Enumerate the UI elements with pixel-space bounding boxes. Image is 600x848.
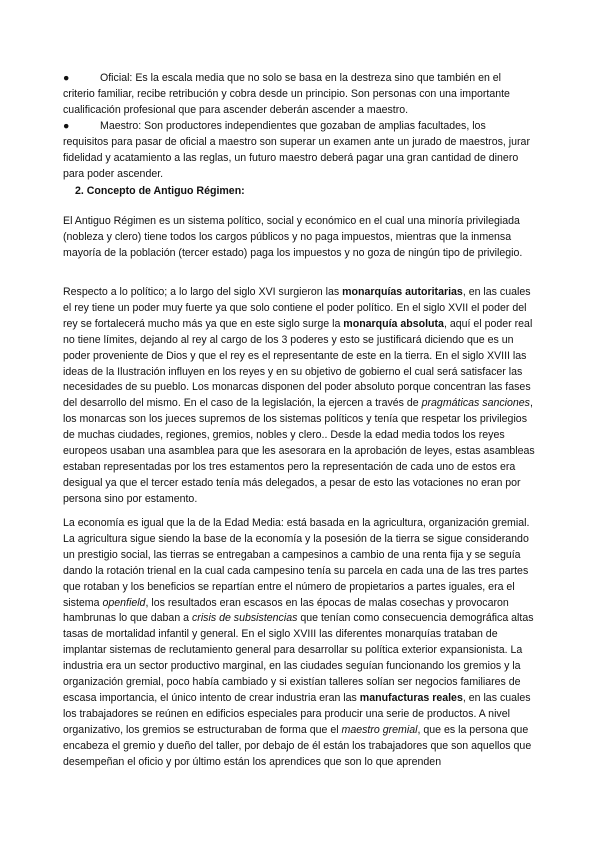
italic-term: crisis de subsistencias — [192, 612, 298, 625]
italic-term: maestro gremial — [341, 723, 418, 736]
bullet-icon: ● — [63, 72, 70, 84]
list-item-maestro — [63, 119, 533, 183]
section-heading: 2. Concepto de Antiguo Régimen: — [75, 185, 245, 197]
bold-term: monarquías autoritarias — [342, 286, 463, 298]
bullet-icon: ● — [63, 120, 70, 132]
paragraph-definition: El Antiguo Régimen es un sistema político, social y económico en el cual una minoría privilegiada (nobleza y clero) tiene todos los cargos públicos y no paga impuestos, mientras que la inmensa mayoría de la población (tercer estado) paga los impuestos y no goza de ningún tipo de privilegio. — [63, 215, 523, 259]
paragraph-political: Respecto a lo político; a lo largo del siglo XVI surgieron las monarquías autoritarias, en las cuales el rey tiene un poder muy fuerte ya que solo contiene el poder político. En el siglo XVII el poder del rey se fortalecerá mucho más ya que en este siglo surge la monarquía absoluta, aquí el poder real no tiene límites, dejando al rey al cargo de los 3 poderes y esto se justificará diciendo que es un poder proveniente de Dios y que el rey es el representante de este en la tierra. En el siglo XVIII las ideas de la Ilustración influyen en los reyes y en su objetivo de gobierno el cual será satisfacer las necesidades de su pueblo. Los monarcas disponen del poder absoluto porque concentran las fases del desarrollo del mismo. En el caso de la legislación, la ejercen a través de pragmáticas sanciones, los monarcas son los jueces supremos de los sistemas políticos y tenía que respetar los privilegios de muchas ciudades, regiones, gremios, nobles y clero.. Desde la edad media todos los reyes europeos usaban una asamblea para que les asesorara en la aprobación de leyes, estas asambleas estaban representadas por los tres estamentos pero la representación de cada uno de estos era desigual ya que el tercer estado tenía más delegados, a pesar de esto las votaciones no eran por persona sino por estamento. — [63, 286, 535, 505]
list-item-oficial — [63, 71, 533, 119]
bold-term: monarquía absoluta — [343, 317, 444, 330]
paragraph-economic: La economía es igual que la de la Edad Media: está basada en la agricultura, organización gremial. La agricultura sigue siendo la base de la economía y la posesión de la tierra se sigue considerando un prestigio social, las tierras se entregaban a campesinos a cambio de una renta fija y se seguía dando la rotación trienal en la cual cada campesino tenía su parcela en cada una de las tres partes que rotaban y los beneficios se repartían entre el número de propietarios a partes iguales, era el sistema openfield, los resultados eran escasos en las épocas de malas cosechas y provocaron hambrunas lo que daban a crisis de subsistencias que tenían como consecuencia demográfica altas tasas de mortalidad infantil y general. En el siglo XVIII las diferentes monarquías trataban de implantar sistemas de reclutamiento general para desarrollar su política exterior expansionista. La industria era un sector productivo marginal, en las ciudades seguían funcionando los gremios y la organización gremial, poco había cambiado y si existían talleres solían ser negocios familiares de escasa importancia, el único intento de crear industria eran las manufacturas reales, en las cuales los trabajadores se reúnen en edificios especiales para producir una serie de productos. A nivel organizativo, los gremios se estructuraban de forma que el maestro gremial, que es la persona que encabeza el gremio y dueño del taller, por debajo de él están los trabajadores que son aquellos que desempeñan el oficio y por último están los aprendices que son lo que aprenden — [63, 517, 534, 768]
italic-term: pragmáticas sanciones — [421, 397, 530, 410]
list-item-text: Maestro: Son productores independientes que gozaban de amplias facultades, los requisitos para pasar de oficial a maestro son superar un examen ante un jurado de maestros, jurar fidelidad y acatamiento a las reglas, un futuro maestro deberá pagar una gran cantidad de dinero para poder ascender. — [63, 120, 530, 180]
bold-term: manufacturas reales — [359, 691, 463, 704]
italic-term: openfield — [102, 596, 146, 609]
list-item-text: Oficial: Es la escala media que no solo se basa en la destreza sino que también en el criterio familiar, recibe retribución y cobra desde un principio. Son personas con una importante cualificación profesional que para ascender deberán ascender a maestro. — [63, 72, 510, 116]
